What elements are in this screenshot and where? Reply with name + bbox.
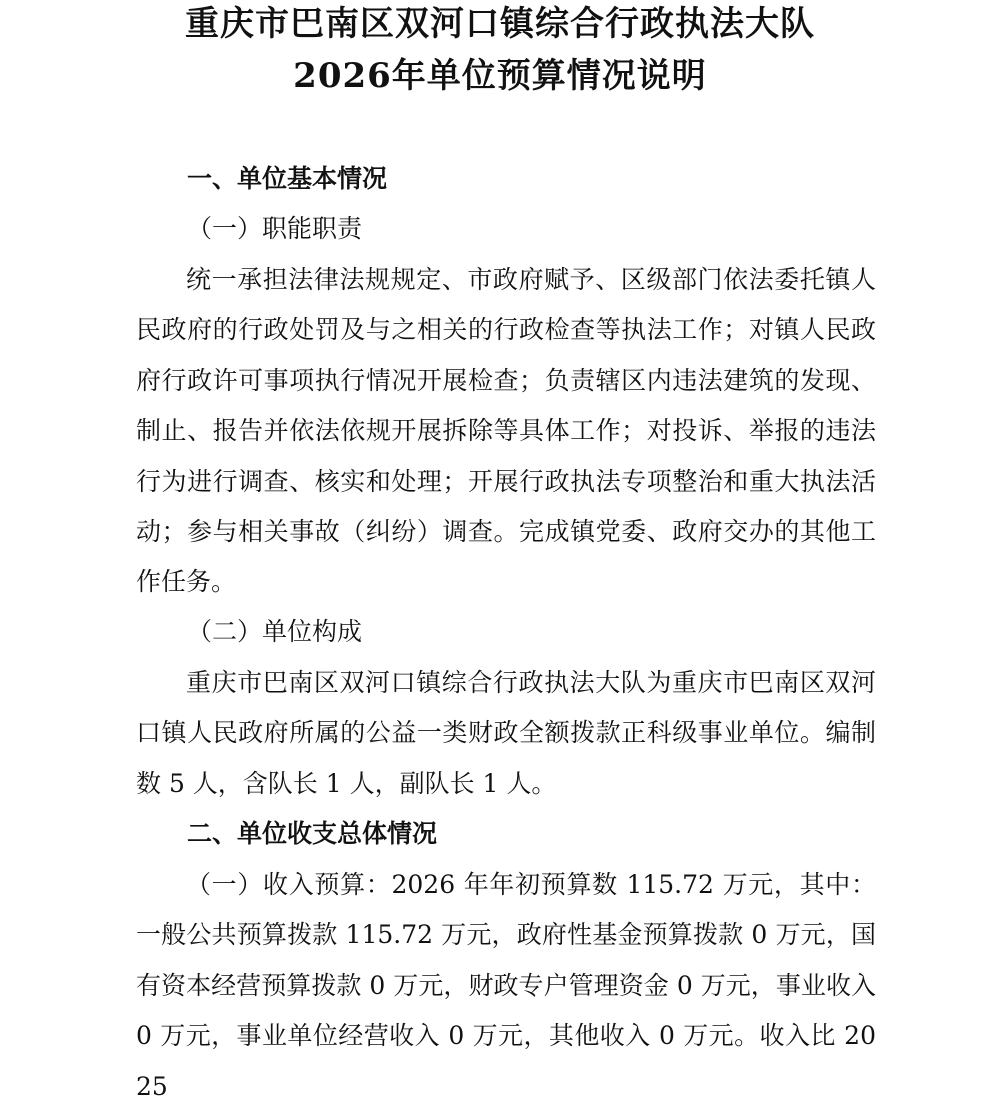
document-title-line2: 2026年单位预算情况说明	[293, 56, 707, 96]
section2-paragraph: （一）收入预算：2026 年年初预算数 115.72 万元，其中：一般公共预算拨款 115.72 万元，政府性基金预算拨款 0 万元，国有资本经营预算拨款 0 万元，财政专户管理资金 0 万元，事业收入 0 万元，事业单位经营收入 0 万元，其他收入 0 万元。收入比 2025	[136, 870, 876, 1101]
section1-sub2-paragraph: 重庆市巴南区双河口镇综合行政执法大队为重庆市巴南区双河口镇人民政府所属的公益一类财政全额拨款正科级事业单位。编制数 5 人，含队长 1 人，副队长 1 人。	[136, 668, 876, 798]
document-title-line1: 重庆市巴南区双河口镇综合行政执法大队	[185, 4, 815, 44]
section2-heading: 二、单位收支总体情况	[187, 819, 438, 848]
section1-sub2-heading: （二）单位构成	[187, 617, 363, 646]
section1-sub1-paragraph: 统一承担法律法规规定、市政府赋予、区级部门依法委托镇人民政府的行政处罚及与之相关的行政检查等执法工作；对镇人民政府行政许可事项执行情况开展检查；负责辖区内违法建筑的发现、制止、报告并依法依规开展拆除等具体工作；对投诉、举报的违法行为进行调查、核实和处理；开展行政执法专项整治和重大执法活动；参与相关事故（纠纷）调查。完成镇党委、政府交办的其他工作任务。	[136, 265, 876, 597]
section1-heading: 一、单位基本情况	[187, 164, 388, 193]
section1-sub1-heading: （一）职能职责	[187, 214, 363, 243]
